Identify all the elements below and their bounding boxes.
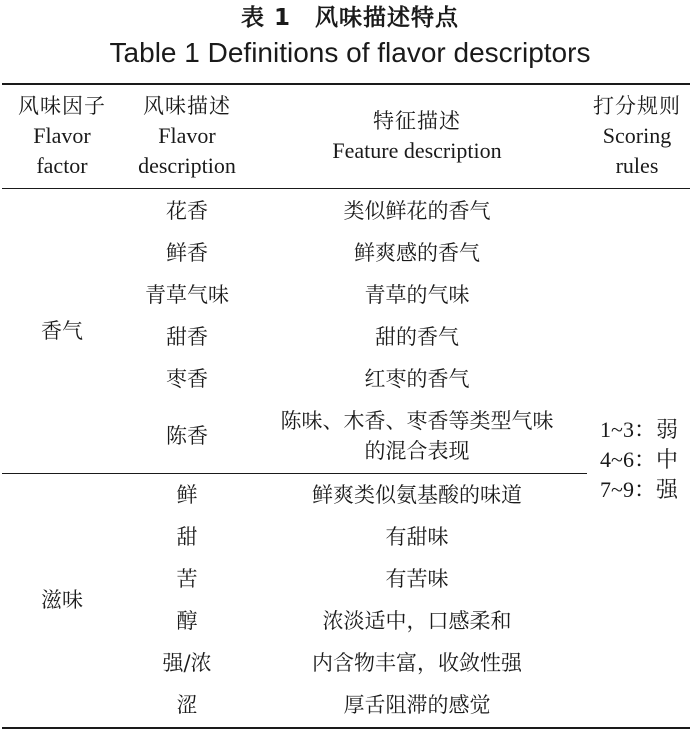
table-row-feature: 有甜味 [385,525,449,549]
score-medium: 4~6：中 [600,447,678,472]
table-row-desc: 鲜 [176,483,198,507]
table-row-desc: 甜香 [166,325,208,349]
factor-aroma: 香气 [41,319,83,343]
table-row-feature: 红枣的香气 [364,367,470,391]
header-feature-description: 特征描述 Feature description [332,109,502,163]
table-row-feature: 鲜爽类似氨基酸的味道 [312,483,522,507]
table-row-desc: 强/浓 [162,651,212,675]
table-row-feature: 内含物丰富，收敛性强 [312,651,522,675]
header-flavor-factor: 风味因子 Flavor factor [18,94,106,178]
top-rule [2,83,690,85]
table-row-desc: 青草气味 [145,283,229,307]
table-row-desc: 鲜香 [166,241,208,265]
header-flavor-description: 风味描述 Flavor description [138,94,236,178]
table-row-desc: 醇 [176,609,198,633]
table-row-desc: 涩 [176,693,198,717]
table-row-desc: 甜 [176,525,198,549]
table-row-desc: 苦 [176,567,198,591]
table-row-feature: 陈味、木香、枣香等类型气味 的混合表现 [280,409,554,463]
score-weak: 1~3：弱 [600,417,678,442]
table-row-feature: 鲜爽感的香气 [354,241,480,265]
table-row-feature: 浓淡适中，口感柔和 [322,609,512,633]
table-row-feature: 厚舌阻滞的感觉 [343,693,491,717]
table-title-english: Table 1 Definitions of flavor descriptors [109,37,591,68]
bottom-rule [2,727,690,729]
scoring-rules [584,410,694,510]
table-row-desc: 陈香 [166,424,208,448]
table-row-feature: 类似鲜花的香气 [343,199,491,223]
table-row-feature: 有苦味 [385,567,449,591]
table-row-desc: 花香 [166,199,208,223]
header-scoring-rules: 打分规则 Scoring rules [593,94,681,178]
table-row-feature: 青草的气味 [364,283,470,307]
score-strong: 7~9：强 [600,477,678,502]
factor-taste: 滋味 [41,588,83,612]
table-row-desc: 枣香 [166,367,208,391]
table-row-feature: 甜的香气 [375,325,459,349]
table-title-chinese: 表 1 风味描述特点 [240,5,459,31]
